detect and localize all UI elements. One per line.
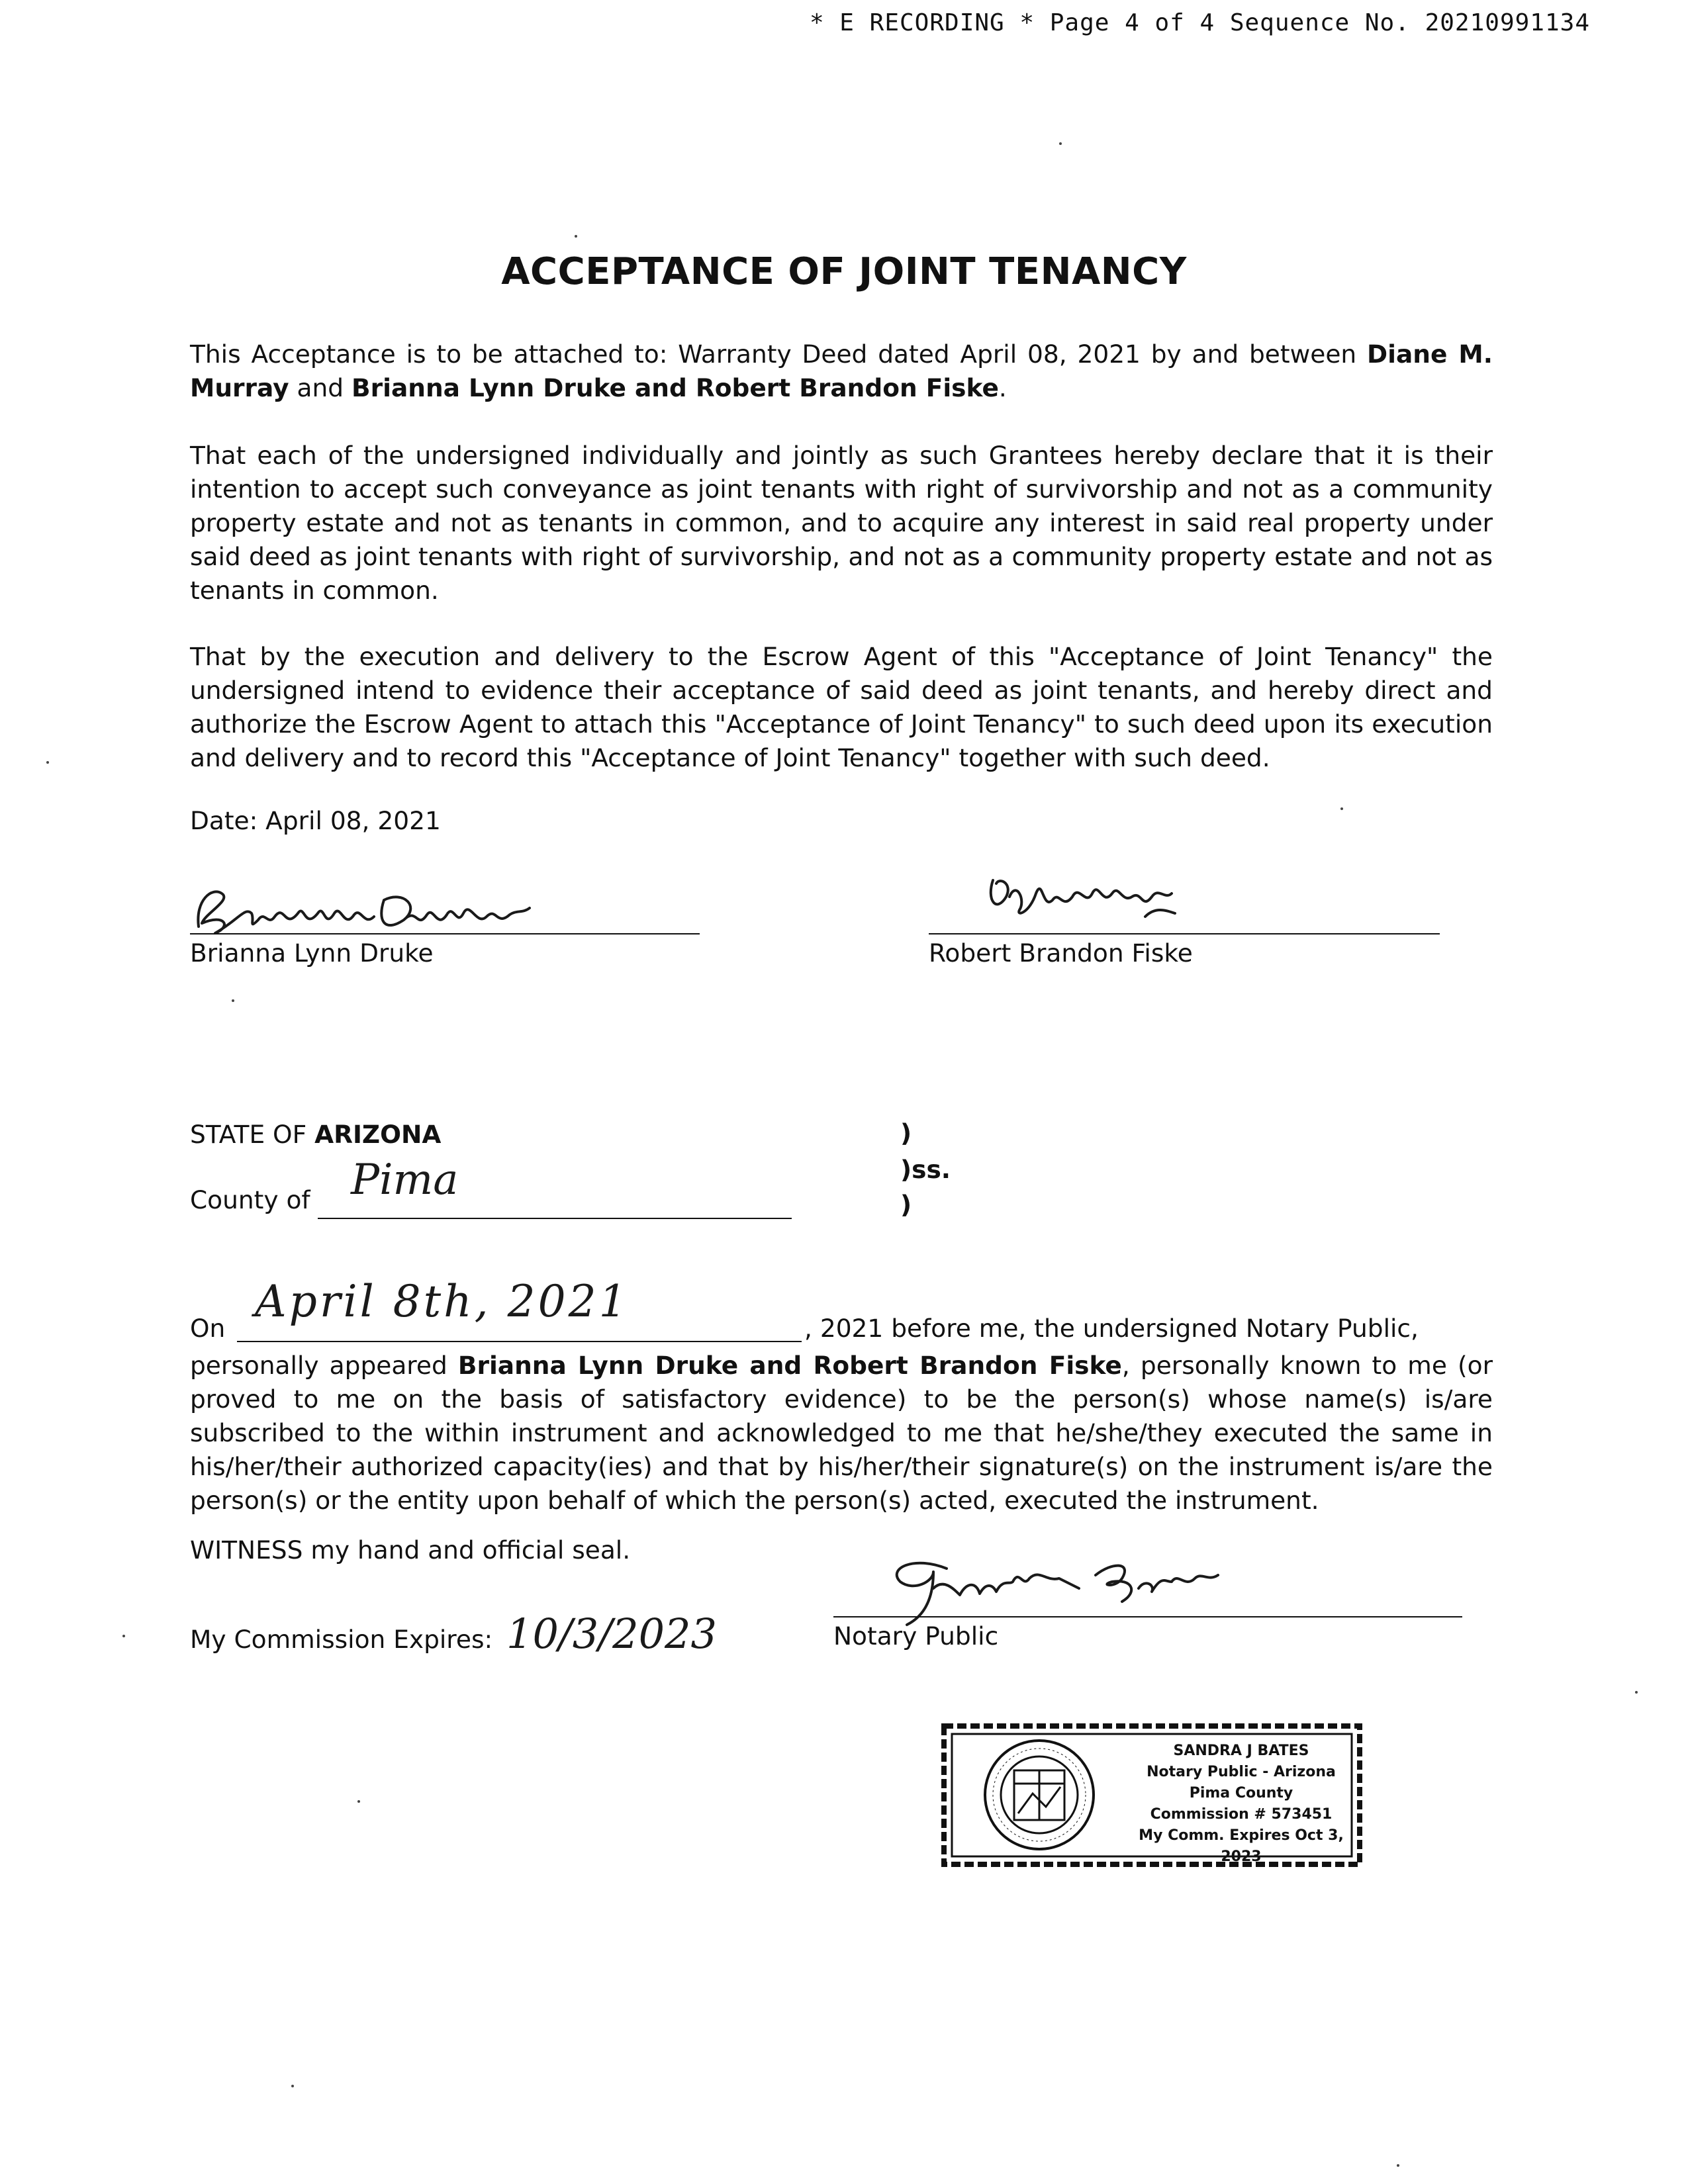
date-line: Date: April 08, 2021 [190, 806, 441, 835]
commission-label: My Commission Expires: [190, 1625, 493, 1654]
notary-signature [861, 1542, 1284, 1635]
grantee-names: Brianna Lynn Druke and Robert Brandon Fiske [352, 373, 999, 402]
state-line [190, 1120, 441, 1149]
notary-stamp [940, 1721, 1364, 1870]
witness-line: WITNESS my hand and official seal. [190, 1535, 631, 1565]
scan-speck [46, 761, 49, 764]
attachment-text: This Acceptance is to be attached to: Warranty Deed dated April 08, 2021 by and between [190, 340, 1368, 369]
authorization-paragraph: That by the execution and delivery to the Escrow Agent of this "Acceptance of Joint Tenancy" the undersigned intend to evidence their acceptance of said deed as joint tenants, and hereby direct and authorize the Escrow Agent to attach this "Acceptance of Joint Tenancy" to such deed upon its execution and delivery and to record this "Acceptance of Joint Tenancy" together with such deed. [190, 642, 1493, 772]
scan-speck [575, 235, 577, 238]
attachment-and: and [289, 373, 352, 402]
scan-speck [357, 1800, 360, 1803]
ack-text-start: personally appeared [190, 1351, 458, 1380]
fiske-signature [980, 860, 1192, 933]
fiske-name: Robert Brandon Fiske [929, 938, 1193, 968]
county-line [318, 1218, 792, 1219]
stamp-notary-name: SANDRA J BATES [1173, 1743, 1309, 1759]
scan-speck [1059, 142, 1062, 145]
declaration-paragraph: That each of the undersigned individually and jointly as such Grantees hereby declare that it is their intention to accept such conveyance as joint tenants with right of survivorship and not as a community property estate and not as tenants in common, and to acquire any interest in said real property under said deed as joint tenants with right of survivorship, and not as a community property estate and not as tenants in common. [190, 441, 1493, 605]
state-prefix: STATE OF [190, 1120, 315, 1149]
scan-speck [1635, 1691, 1638, 1694]
ack-text-body: , personally known to me (or proved to me on the basis of satisfactory evidence) to be the person(s) whose name(s) is/are subscribed to the within instrument and acknowledged to me that he/she/they executed the same in his/her/their authorized capacity(ies) and that by his/her/their signature(s) on the instrument is/are the person(s) or the entity upon behalf of which the person(s) acted, executed the instrument. [190, 1351, 1493, 1515]
county-handwritten: Pima [351, 1156, 459, 1205]
ack-on: On [190, 1314, 226, 1343]
notary-public-label: Notary Public [833, 1621, 999, 1651]
stamp-title: Notary Public - Arizona [1147, 1764, 1336, 1780]
venue-paren-bottom: ) [900, 1190, 912, 1219]
ack-handwritten-date: April 8th, 2021 [255, 1276, 630, 1327]
stamp-text [1139, 1741, 1344, 1868]
venue-ss: )ss. [900, 1155, 951, 1184]
commission-handwritten-date: 10/3/2023 [506, 1610, 717, 1658]
acknowledgment-paragraph [190, 1349, 1493, 1518]
fiske-signature-line [929, 933, 1440, 934]
ack-date-line [237, 1341, 802, 1342]
attachment-paragraph [190, 338, 1493, 405]
recording-header: * E RECORDING * Page 4 of 4 Sequence No. 20210991134 [809, 9, 1590, 36]
druke-name: Brianna Lynn Druke [190, 938, 434, 968]
scan-speck [1340, 807, 1343, 810]
notary-signature-line [833, 1616, 1462, 1617]
stamp-expiration: My Comm. Expires Oct 3, 2023 [1139, 1827, 1344, 1865]
druke-signature [185, 874, 609, 946]
state-name: ARIZONA [314, 1120, 442, 1149]
attachment-period: . [998, 373, 1007, 402]
stamp-county: Pima County [1189, 1785, 1293, 1801]
ack-signer-names: Brianna Lynn Druke and Robert Brandon Fiske [457, 1351, 1122, 1380]
ack-year-text: , 2021 before me, the undersigned Notary Public, [804, 1314, 1419, 1343]
stamp-commission-number: Commission # 573451 [1150, 1806, 1333, 1823]
scan-speck [122, 1635, 125, 1637]
grantor-name: Diane M. Murray [190, 340, 1493, 402]
scan-speck [1397, 2164, 1399, 2167]
druke-signature-line [190, 933, 700, 934]
venue-paren-top: ) [900, 1118, 912, 1148]
county-label: County of [190, 1185, 310, 1214]
scan-speck [291, 2085, 294, 2087]
scan-speck [232, 999, 234, 1002]
document-title: ACCEPTANCE OF JOINT TENANCY [501, 250, 1187, 293]
